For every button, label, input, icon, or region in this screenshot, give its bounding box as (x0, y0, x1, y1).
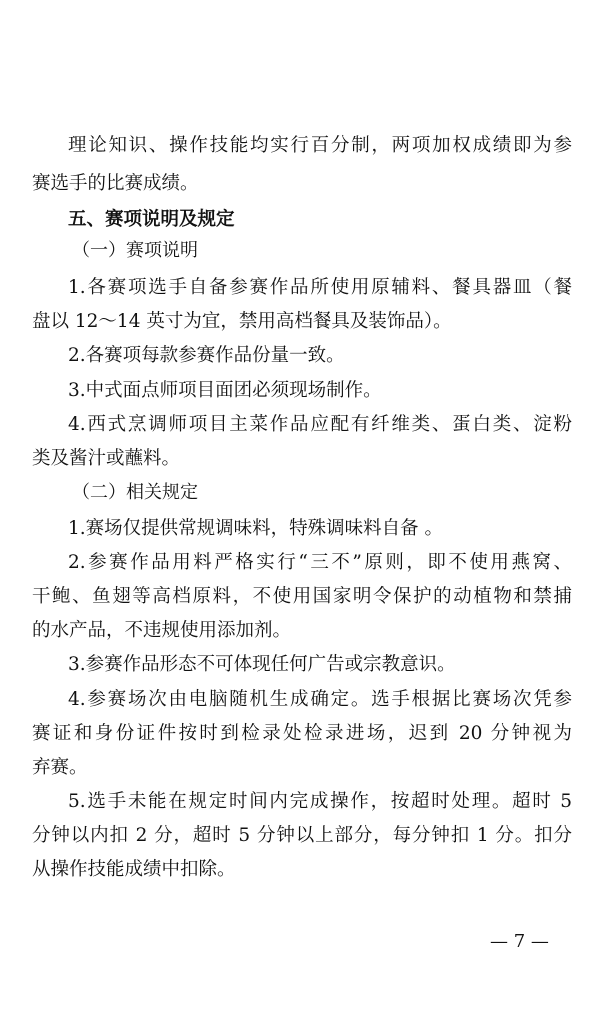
intro-line-1: 理论知识、操作技能均实行百分制，两项加权成绩即为参 (68, 135, 572, 156)
sub2-item2-line-2: 干鲍、鱼翅等高档原料，不使用国家明令保护的动植物和禁捕 (32, 586, 572, 607)
page-number: — 7 — (490, 931, 549, 952)
sub2-item5-line-2: 分钟以内扣 2 分，超时 5 分钟以上部分，每分钟扣 1 分。扣分 (32, 825, 572, 846)
sub1-item3: 3.中式面点师项目面团必须现场制作。 (68, 380, 382, 401)
sub2-item2-line-3: 的水产品，不违规使用添加剂。 (32, 620, 292, 641)
sub2-item5-line-3: 从操作技能成绩中扣除。 (32, 859, 236, 880)
sub2-item4-line-3: 弃赛。 (32, 757, 88, 778)
sub2-item4-line-1: 4.参赛场次由电脑随机生成确定。选手根据比赛场次凭参 (68, 689, 572, 710)
sub2-item1: 1.赛场仅提供常规调味料，特殊调味料自备 。 (68, 518, 444, 539)
sub2-item3: 3.参赛作品形态不可体现任何广告或宗教意识。 (68, 654, 456, 675)
subsection-title-2: （二）相关规定 (72, 482, 198, 503)
sub2-item5-line-1: 5.选手未能在规定时间内完成操作，按超时处理。超时 5 (68, 791, 572, 812)
sub2-item2-line-1: 2.参赛作品用料严格实行“三不”原则，即不使用燕窝、 (68, 552, 572, 573)
subsection-title-1: （一）赛项说明 (72, 240, 198, 261)
section-title: 五、赛项说明及规定 (68, 209, 235, 230)
sub1-item4-line-1: 4.西式烹调师项目主菜作品应配有纤维类、蛋白类、淀粉 (68, 414, 572, 435)
intro-line-2: 赛选手的比赛成绩。 (32, 173, 199, 194)
sub1-item1-line-1: 1.各赛项选手自备参赛作品所使用原辅料、餐具器皿（餐 (68, 277, 572, 298)
sub1-item4-line-2: 类及酱汁或蘸料。 (32, 448, 181, 469)
sub1-item1-line-2: 盘以 12～14 英寸为宜，禁用高档餐具及装饰品）。 (32, 311, 452, 332)
sub2-item4-line-2: 赛证和身份证件按时到检录处检录进场，迟到 20 分钟视为 (32, 723, 572, 744)
sub1-item2: 2.各赛项每款参赛作品份量一致。 (68, 345, 345, 366)
